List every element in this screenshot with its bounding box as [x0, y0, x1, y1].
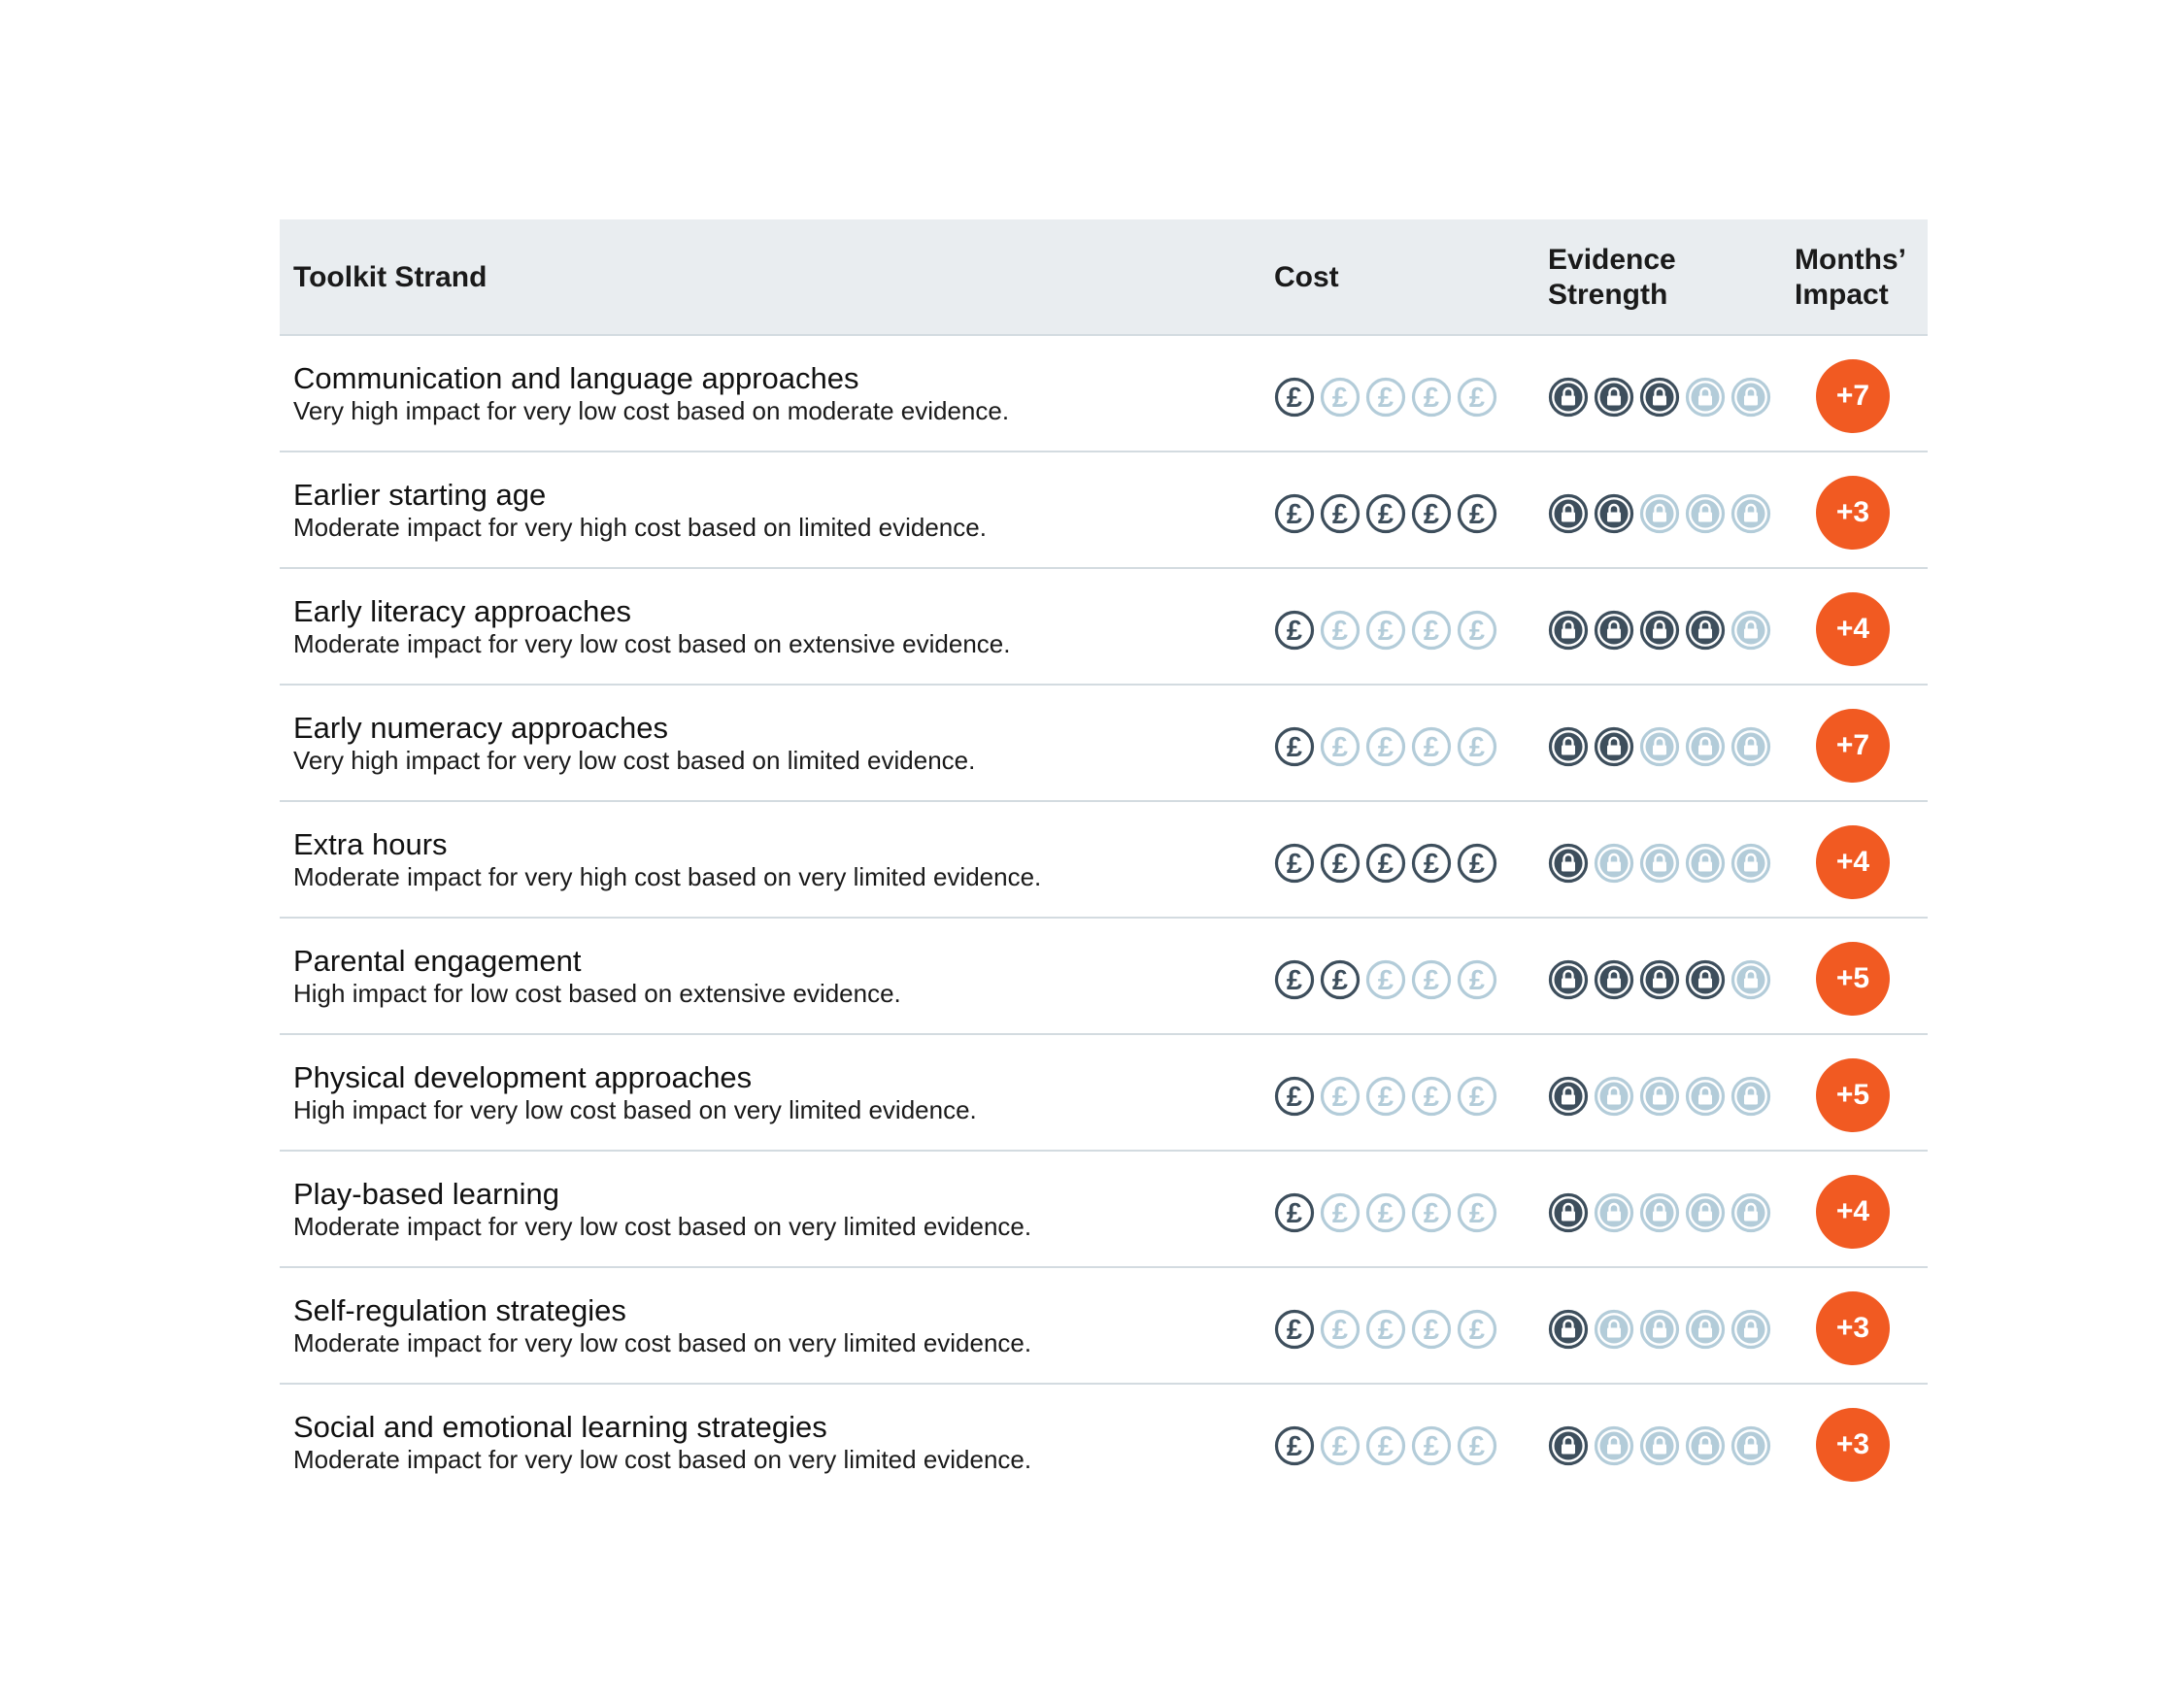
strand-description: Moderate impact for very low cost based on very limited evidence. [293, 1445, 1032, 1474]
svg-text:£: £ [1286, 499, 1303, 530]
cost-rating [1274, 1076, 1497, 1117]
lock-empty-icon [1594, 1425, 1634, 1466]
svg-text:£: £ [1468, 732, 1486, 763]
cost-rating [1274, 493, 1497, 534]
lock-filled-icon [1548, 959, 1589, 1000]
svg-text:£: £ [1331, 499, 1349, 530]
svg-text:£: £ [1286, 1315, 1303, 1346]
svg-text:£: £ [1468, 1315, 1486, 1346]
strand-title: Early numeracy approaches [293, 711, 668, 745]
lock-filled-icon [1594, 610, 1634, 651]
pound-empty-icon [1411, 377, 1452, 418]
lock-empty-icon [1639, 1425, 1680, 1466]
lock-empty-icon [1730, 1192, 1771, 1233]
cost-rating [1274, 377, 1497, 418]
strand-description: Moderate impact for very high cost based on very limited evidence. [293, 862, 1042, 891]
svg-text:£: £ [1331, 616, 1349, 647]
svg-text:£: £ [1468, 965, 1486, 996]
strand-title: Social and emotional learning strategies [293, 1410, 827, 1444]
months-impact-badge: +3 [1816, 1291, 1890, 1365]
svg-text:£: £ [1468, 1431, 1486, 1462]
pound-filled-icon [1320, 843, 1361, 884]
svg-text:£: £ [1423, 965, 1440, 996]
lock-filled-icon [1639, 610, 1680, 651]
pound-empty-icon [1365, 726, 1406, 767]
months-impact-badge: +5 [1816, 942, 1890, 1016]
lock-empty-icon [1730, 610, 1771, 651]
lock-empty-icon [1639, 1192, 1680, 1233]
header-toolkit-strand: Toolkit Strand [293, 261, 487, 293]
lock-empty-icon [1685, 1192, 1726, 1233]
lock-filled-icon [1548, 493, 1589, 534]
strand-description: Very high impact for very low cost based on moderate evidence. [293, 396, 1010, 425]
pound-empty-icon [1411, 610, 1452, 651]
svg-text:£: £ [1468, 1082, 1486, 1113]
strand-title: Play-based learning [293, 1177, 560, 1211]
table-row [280, 336, 1928, 452]
table-row [280, 686, 1928, 802]
svg-text:£: £ [1286, 1431, 1303, 1462]
table-row [280, 452, 1928, 569]
pound-filled-icon [1274, 1076, 1315, 1117]
table-row [280, 569, 1928, 686]
table-row [280, 1385, 1928, 1499]
strand-title: Earlier starting age [293, 478, 547, 512]
lock-filled-icon [1548, 377, 1589, 418]
table-row [280, 1035, 1928, 1152]
svg-text:£: £ [1468, 1198, 1486, 1229]
header-months-line2: Impact [1795, 279, 1889, 311]
svg-text:£: £ [1423, 383, 1440, 414]
svg-text:£: £ [1377, 1431, 1394, 1462]
lock-empty-icon [1594, 843, 1634, 884]
svg-text:£: £ [1423, 1198, 1440, 1229]
strand-description: Moderate impact for very low cost based on very limited evidence. [293, 1212, 1032, 1241]
svg-text:£: £ [1468, 499, 1486, 530]
strand-description: Moderate impact for very low cost based on very limited evidence. [293, 1328, 1032, 1357]
pound-empty-icon [1457, 610, 1497, 651]
pound-empty-icon [1365, 1309, 1406, 1350]
svg-text:£: £ [1331, 965, 1349, 996]
pound-filled-icon [1274, 377, 1315, 418]
months-impact-badge: +7 [1816, 359, 1890, 433]
evidence-rating [1548, 1076, 1771, 1117]
svg-text:£: £ [1377, 1082, 1394, 1113]
lock-empty-icon [1730, 1076, 1771, 1117]
pound-filled-icon [1274, 959, 1315, 1000]
pound-empty-icon [1320, 726, 1361, 767]
svg-text:£: £ [1331, 732, 1349, 763]
lock-filled-icon [1548, 726, 1589, 767]
header-months-line1: Months’ [1795, 244, 1906, 276]
header-evidence-line1: Evidence [1548, 244, 1676, 276]
evidence-rating [1548, 1425, 1771, 1466]
strand-description: Very high impact for very low cost based on limited evidence. [293, 746, 976, 775]
strand-description: High impact for very low cost based on very limited evidence. [293, 1095, 977, 1124]
months-impact-badge: +3 [1816, 1408, 1890, 1482]
pound-filled-icon [1274, 1192, 1315, 1233]
lock-filled-icon [1594, 726, 1634, 767]
toolkit-table [280, 219, 1928, 1499]
cost-rating [1274, 959, 1497, 1000]
pound-empty-icon [1457, 959, 1497, 1000]
svg-text:£: £ [1423, 1431, 1440, 1462]
svg-text:£: £ [1331, 1082, 1349, 1113]
pound-empty-icon [1411, 1309, 1452, 1350]
lock-filled-icon [1548, 843, 1589, 884]
strand-description: High impact for low cost based on extensive evidence. [293, 979, 901, 1008]
evidence-rating [1548, 1192, 1771, 1233]
strand-description: Moderate impact for very low cost based on extensive evidence. [293, 629, 1011, 658]
table-row [280, 919, 1928, 1035]
table-header [280, 219, 1928, 336]
svg-text:£: £ [1377, 499, 1394, 530]
header-months-impact [1795, 243, 1906, 313]
svg-text:£: £ [1377, 849, 1394, 880]
svg-text:£: £ [1331, 1431, 1349, 1462]
pound-empty-icon [1457, 377, 1497, 418]
pound-filled-icon [1274, 493, 1315, 534]
header-evidence-strength [1548, 243, 1676, 313]
lock-filled-icon [1639, 377, 1680, 418]
svg-text:£: £ [1286, 732, 1303, 763]
strand-title: Early literacy approaches [293, 594, 632, 628]
strand-title: Self-regulation strategies [293, 1293, 626, 1327]
pound-empty-icon [1365, 610, 1406, 651]
months-impact-badge: +4 [1816, 592, 1890, 666]
svg-text:£: £ [1423, 616, 1440, 647]
pound-empty-icon [1365, 1076, 1406, 1117]
pound-empty-icon [1457, 1425, 1497, 1466]
cost-rating [1274, 1425, 1497, 1466]
table-row [280, 1268, 1928, 1385]
svg-text:£: £ [1286, 849, 1303, 880]
pound-empty-icon [1320, 377, 1361, 418]
lock-empty-icon [1730, 1425, 1771, 1466]
table-body [280, 336, 1928, 1499]
svg-text:£: £ [1377, 732, 1394, 763]
pound-empty-icon [1320, 1192, 1361, 1233]
months-impact-badge: +3 [1816, 476, 1890, 550]
evidence-rating [1548, 377, 1771, 418]
pound-filled-icon [1274, 1309, 1315, 1350]
pound-filled-icon [1274, 843, 1315, 884]
cost-rating [1274, 843, 1497, 884]
lock-empty-icon [1685, 726, 1726, 767]
strand-title: Extra hours [293, 827, 448, 861]
cost-rating [1274, 1192, 1497, 1233]
lock-filled-icon [1594, 377, 1634, 418]
svg-text:£: £ [1286, 965, 1303, 996]
pound-empty-icon [1320, 1309, 1361, 1350]
lock-filled-icon [1594, 493, 1634, 534]
strand-title: Parental engagement [293, 944, 582, 978]
lock-empty-icon [1730, 1309, 1771, 1350]
lock-empty-icon [1730, 377, 1771, 418]
svg-text:£: £ [1377, 1198, 1394, 1229]
svg-text:£: £ [1377, 383, 1394, 414]
pound-filled-icon [1365, 843, 1406, 884]
svg-text:£: £ [1331, 383, 1349, 414]
pound-empty-icon [1411, 726, 1452, 767]
evidence-rating [1548, 1309, 1771, 1350]
pound-filled-icon [1365, 493, 1406, 534]
lock-filled-icon [1548, 1425, 1589, 1466]
header-evidence-line2: Strength [1548, 279, 1668, 311]
svg-text:£: £ [1468, 616, 1486, 647]
pound-empty-icon [1411, 959, 1452, 1000]
lock-filled-icon [1548, 1192, 1589, 1233]
pound-empty-icon [1320, 1076, 1361, 1117]
lock-empty-icon [1730, 959, 1771, 1000]
evidence-rating [1548, 726, 1771, 767]
pound-filled-icon [1274, 1425, 1315, 1466]
header-cost: Cost [1274, 261, 1339, 293]
pound-empty-icon [1411, 1076, 1452, 1117]
lock-empty-icon [1639, 1309, 1680, 1350]
lock-empty-icon [1639, 843, 1680, 884]
pound-filled-icon [1457, 493, 1497, 534]
months-impact-badge: +4 [1816, 1175, 1890, 1249]
pound-empty-icon [1411, 1192, 1452, 1233]
strand-title: Communication and language approaches [293, 361, 859, 395]
lock-filled-icon [1639, 959, 1680, 1000]
svg-text:£: £ [1286, 1198, 1303, 1229]
svg-text:£: £ [1468, 849, 1486, 880]
cost-rating [1274, 610, 1497, 651]
pound-filled-icon [1274, 726, 1315, 767]
pound-empty-icon [1365, 959, 1406, 1000]
table-row [280, 1152, 1928, 1268]
lock-empty-icon [1685, 493, 1726, 534]
svg-text:£: £ [1286, 383, 1303, 414]
lock-empty-icon [1639, 1076, 1680, 1117]
svg-text:£: £ [1286, 1082, 1303, 1113]
lock-filled-icon [1594, 959, 1634, 1000]
cost-rating [1274, 1309, 1497, 1350]
lock-empty-icon [1594, 1076, 1634, 1117]
pound-empty-icon [1365, 377, 1406, 418]
evidence-rating [1548, 610, 1771, 651]
evidence-rating [1548, 843, 1771, 884]
svg-text:£: £ [1423, 849, 1440, 880]
pound-empty-icon [1320, 1425, 1361, 1466]
pound-empty-icon [1457, 726, 1497, 767]
pound-empty-icon [1457, 1076, 1497, 1117]
svg-text:£: £ [1423, 499, 1440, 530]
months-impact-badge: +4 [1816, 825, 1890, 899]
svg-text:£: £ [1423, 1315, 1440, 1346]
lock-filled-icon [1685, 610, 1726, 651]
svg-text:£: £ [1377, 1315, 1394, 1346]
pound-empty-icon [1365, 1425, 1406, 1466]
svg-text:£: £ [1377, 965, 1394, 996]
lock-empty-icon [1639, 726, 1680, 767]
lock-empty-icon [1685, 1425, 1726, 1466]
pound-filled-icon [1274, 610, 1315, 651]
svg-text:£: £ [1286, 616, 1303, 647]
svg-text:£: £ [1423, 1082, 1440, 1113]
months-impact-badge: +5 [1816, 1058, 1890, 1132]
svg-text:£: £ [1331, 849, 1349, 880]
strand-description: Moderate impact for very high cost based on limited evidence. [293, 513, 987, 542]
lock-empty-icon [1685, 1309, 1726, 1350]
pound-filled-icon [1411, 493, 1452, 534]
pound-empty-icon [1320, 610, 1361, 651]
pound-filled-icon [1457, 843, 1497, 884]
lock-filled-icon [1548, 1076, 1589, 1117]
svg-text:£: £ [1423, 732, 1440, 763]
lock-empty-icon [1730, 843, 1771, 884]
lock-empty-icon [1685, 377, 1726, 418]
svg-text:£: £ [1331, 1315, 1349, 1346]
lock-empty-icon [1685, 1076, 1726, 1117]
strand-title: Physical development approaches [293, 1060, 753, 1094]
pound-empty-icon [1457, 1309, 1497, 1350]
pound-empty-icon [1457, 1192, 1497, 1233]
lock-empty-icon [1730, 726, 1771, 767]
pound-filled-icon [1320, 959, 1361, 1000]
svg-text:£: £ [1331, 1198, 1349, 1229]
lock-empty-icon [1639, 493, 1680, 534]
svg-text:£: £ [1377, 616, 1394, 647]
pound-filled-icon [1411, 843, 1452, 884]
lock-empty-icon [1685, 843, 1726, 884]
evidence-rating [1548, 959, 1771, 1000]
svg-text:£: £ [1468, 383, 1486, 414]
pound-filled-icon [1320, 493, 1361, 534]
lock-empty-icon [1730, 493, 1771, 534]
cost-rating [1274, 726, 1497, 767]
lock-filled-icon [1685, 959, 1726, 1000]
table-row [280, 802, 1928, 919]
lock-empty-icon [1594, 1309, 1634, 1350]
pound-empty-icon [1411, 1425, 1452, 1466]
months-impact-badge: +7 [1816, 709, 1890, 783]
lock-filled-icon [1548, 610, 1589, 651]
lock-empty-icon [1594, 1192, 1634, 1233]
lock-filled-icon [1548, 1309, 1589, 1350]
evidence-rating [1548, 493, 1771, 534]
pound-empty-icon [1365, 1192, 1406, 1233]
